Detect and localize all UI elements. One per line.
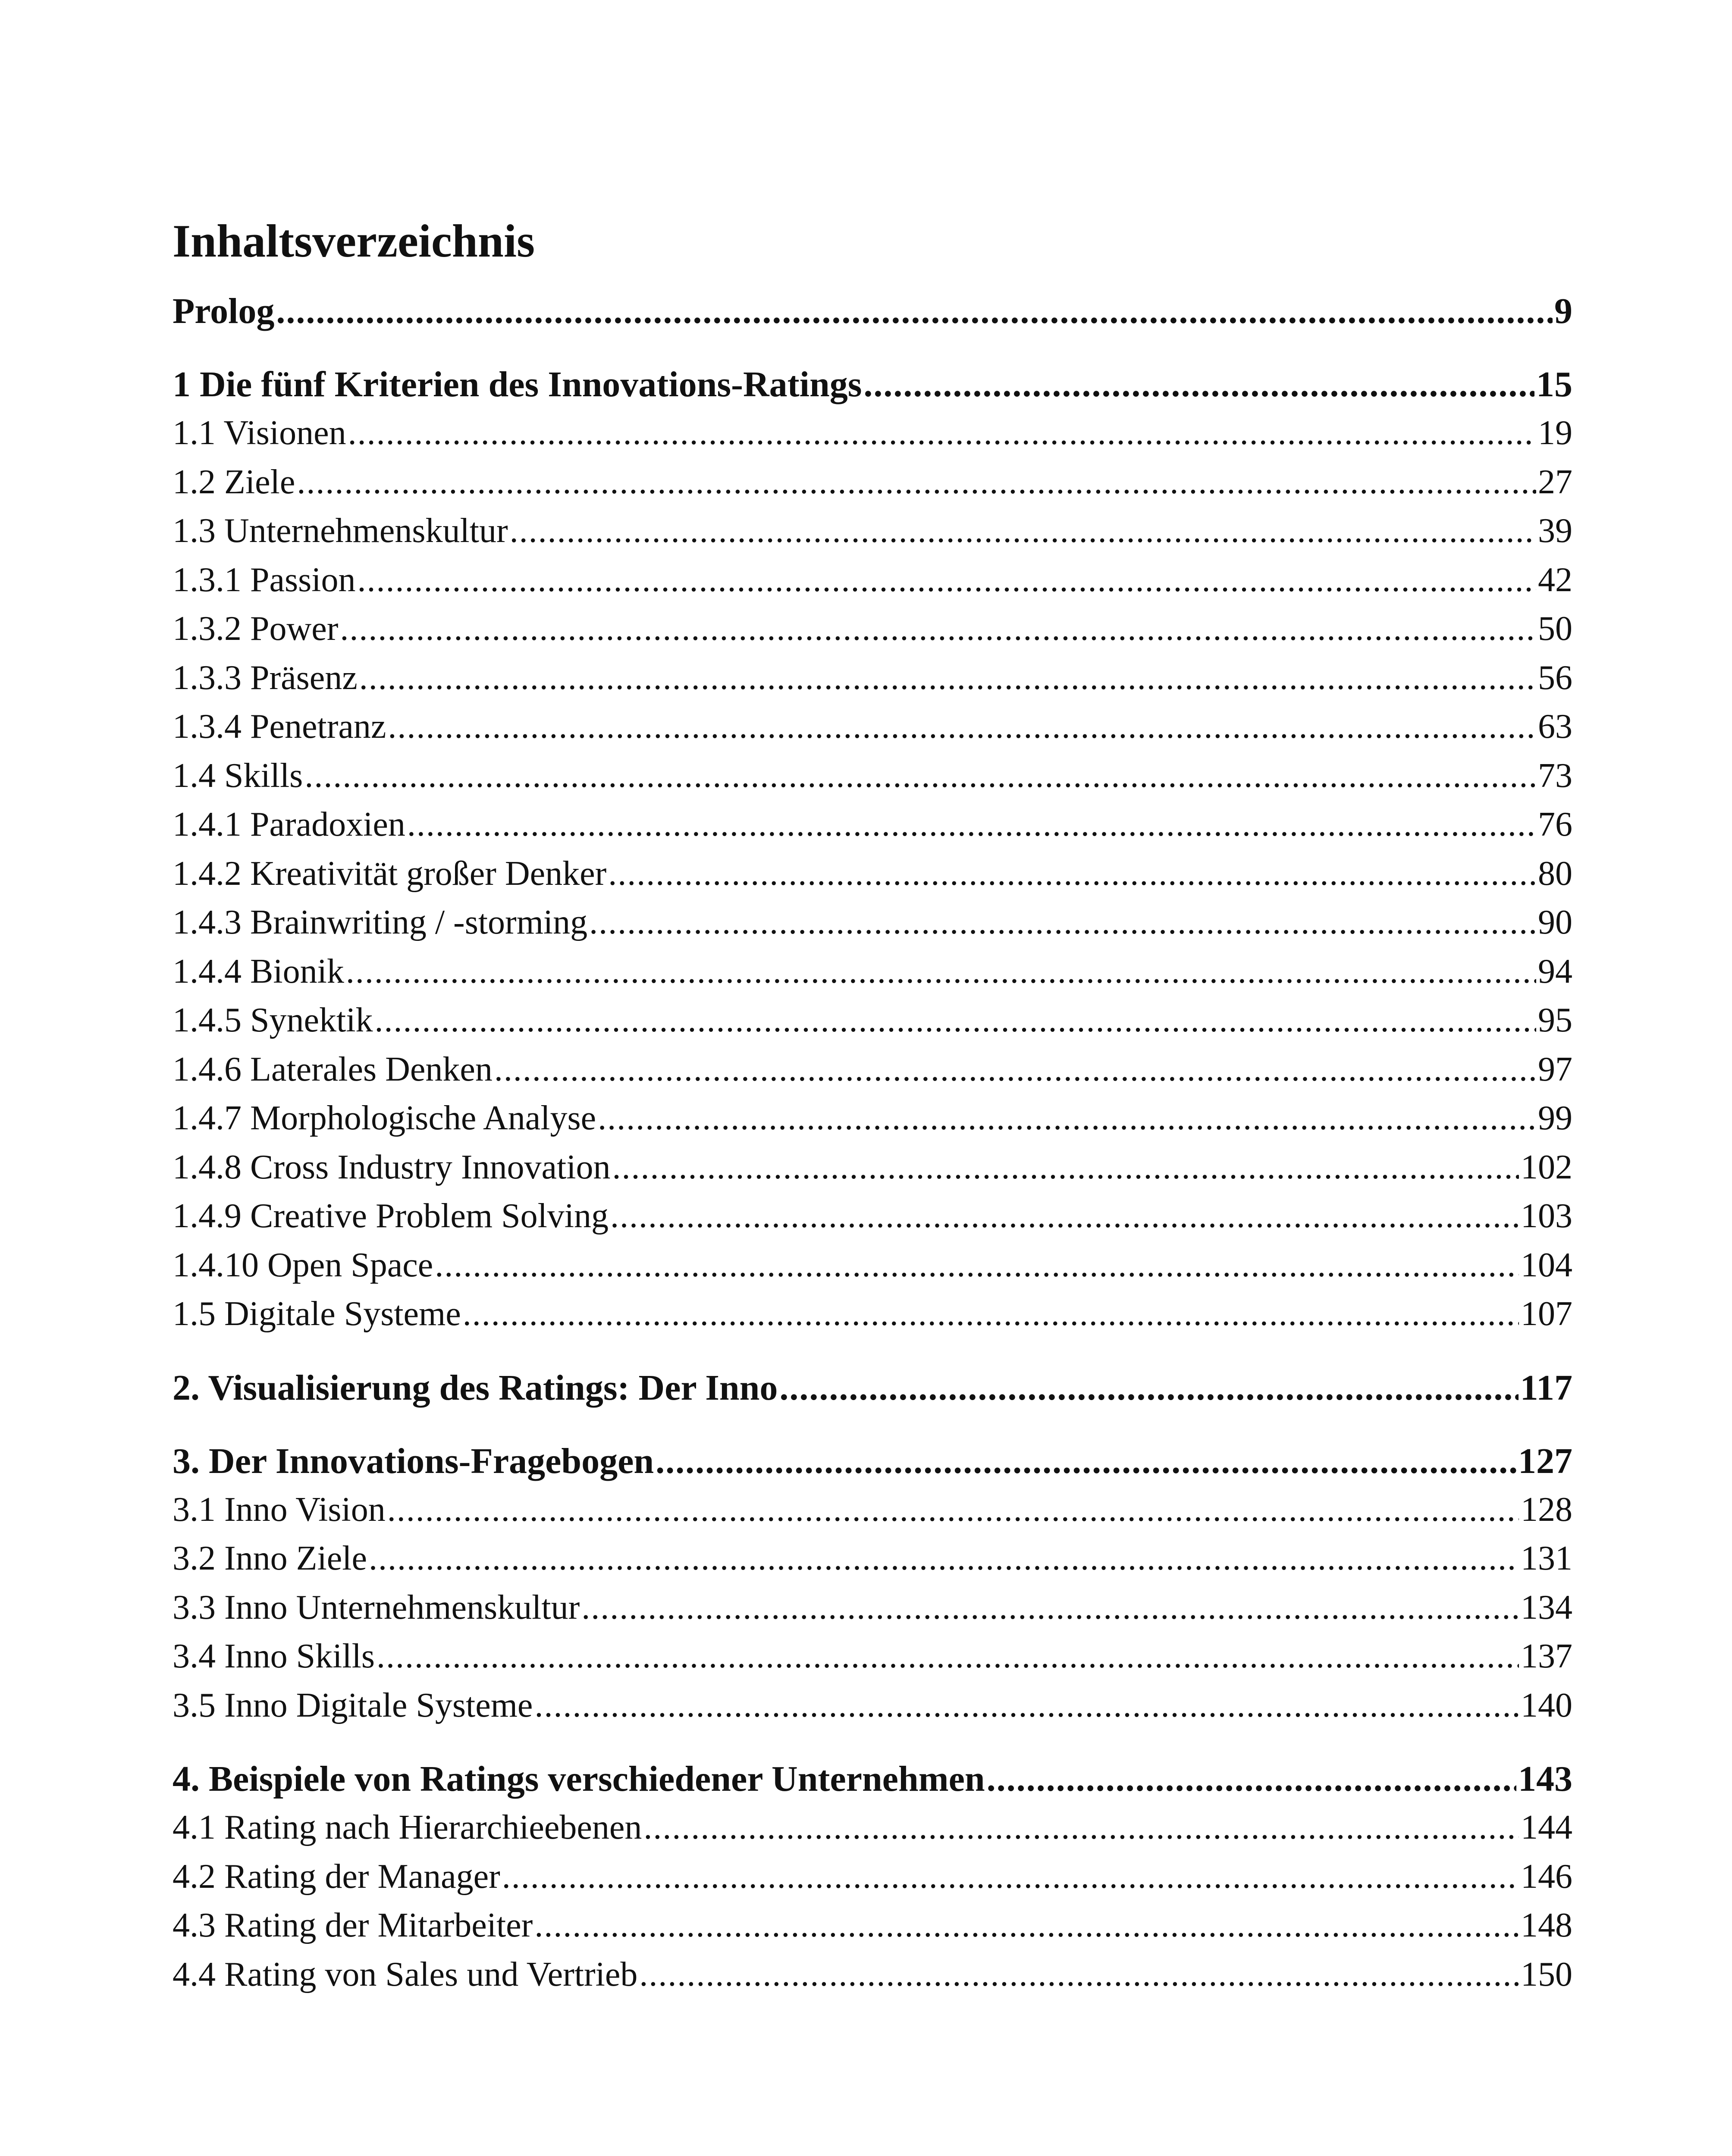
dot-leader: [643, 1803, 1519, 1852]
toc-entry-label: 4.1 Rating nach Hierarchieebenen: [173, 1808, 642, 1846]
toc-entry-page-number: 99: [1538, 1099, 1572, 1137]
toc-entry-page-number: 15: [1536, 364, 1572, 404]
toc-entry[interactable]: [173, 1632, 1572, 1681]
dot-leader: [608, 849, 1536, 899]
toc-entry[interactable]: [173, 1437, 1572, 1485]
dot-leader: [656, 1437, 1516, 1485]
dot-leader: [374, 996, 1536, 1045]
toc-entry-label: Prolog: [173, 291, 275, 331]
toc-entry[interactable]: [173, 1950, 1572, 1999]
toc-entry-page-number: 102: [1521, 1148, 1572, 1186]
toc-entry-label: 4.4 Rating von Sales und Vertrieb: [173, 1955, 638, 1993]
toc-entry[interactable]: [173, 556, 1572, 605]
toc-entry-page-number: 39: [1538, 512, 1572, 550]
toc-entry[interactable]: [173, 1803, 1572, 1852]
dot-leader: [598, 1094, 1536, 1143]
toc-entry[interactable]: [173, 702, 1572, 752]
toc-entry-page-number: 97: [1538, 1050, 1572, 1088]
toc-entry-label: 3. Der Innovations-Fragebogen: [173, 1441, 654, 1481]
toc-entry-label: 1 Die fünf Kriterien des Innovations-Ratings: [173, 364, 862, 404]
toc-list: [173, 287, 1572, 1999]
toc-entry-page-number: 127: [1518, 1441, 1572, 1481]
toc-entry-page-number: 128: [1521, 1490, 1572, 1529]
dot-leader: [435, 1241, 1519, 1290]
toc-entry-page-number: 73: [1538, 756, 1572, 795]
toc-entry-page-number: 144: [1521, 1808, 1572, 1846]
dot-leader: [534, 1681, 1519, 1730]
toc-entry-page-number: 148: [1521, 1906, 1572, 1944]
dot-leader: [358, 556, 1537, 605]
toc-entry[interactable]: [173, 752, 1572, 801]
toc-entry-label: 4. Beispiele von Ratings verschiedener Unternehmen: [173, 1759, 985, 1799]
toc-entry-label: 1.3 Unternehmenskultur: [173, 512, 508, 550]
toc-entry[interactable]: [173, 1852, 1572, 1902]
toc-entry-label: 2. Visualisierung des Ratings: Der Inno: [173, 1367, 778, 1408]
dot-leader: [639, 1950, 1519, 1999]
toc-entry[interactable]: [173, 287, 1572, 335]
toc-entry-page-number: 56: [1538, 658, 1572, 697]
toc-entry[interactable]: [173, 1143, 1572, 1192]
dot-leader: [463, 1290, 1519, 1339]
dot-leader: [407, 800, 1536, 849]
toc-entry-label: 1.1 Visionen: [173, 414, 346, 452]
toc-entry-label: 1.4.4 Bionik: [173, 952, 344, 990]
toc-entry[interactable]: [173, 360, 1572, 409]
toc-entry[interactable]: [173, 1485, 1572, 1535]
toc-entry[interactable]: [173, 507, 1572, 556]
toc-entry[interactable]: [173, 409, 1572, 458]
toc-entry-label: 1.4.1 Paradoxien: [173, 805, 405, 843]
toc-entry[interactable]: [173, 1192, 1572, 1241]
toc-entry[interactable]: [173, 1364, 1572, 1412]
dot-leader: [494, 1045, 1536, 1094]
toc-entry[interactable]: [173, 947, 1572, 997]
dot-leader: [610, 1192, 1519, 1241]
dot-leader: [304, 752, 1536, 801]
toc-entry-page-number: 9: [1554, 291, 1572, 331]
toc-entry[interactable]: [173, 458, 1572, 507]
toc-entry[interactable]: [173, 1094, 1572, 1143]
toc-entry[interactable]: [173, 1241, 1572, 1290]
toc-entry-page-number: 146: [1521, 1857, 1572, 1896]
toc-entry[interactable]: [173, 1583, 1572, 1633]
toc-entry-label: 1.3.4 Penetranz: [173, 708, 386, 746]
dot-leader: [276, 287, 1553, 335]
dot-leader: [612, 1143, 1519, 1192]
dot-leader: [359, 654, 1536, 703]
dot-leader: [346, 947, 1536, 997]
dot-leader: [340, 605, 1536, 654]
toc-entry-label: 1.2 Ziele: [173, 463, 295, 501]
dot-leader: [377, 1632, 1519, 1681]
toc-entry-label: 1.3.3 Präsenz: [173, 658, 358, 697]
dot-leader: [589, 898, 1536, 947]
toc-entry-page-number: 103: [1521, 1197, 1572, 1235]
dot-leader: [510, 507, 1536, 556]
toc-entry-page-number: 150: [1521, 1955, 1572, 1993]
toc-entry[interactable]: [173, 1045, 1572, 1094]
toc-entry-page-number: 50: [1538, 610, 1572, 648]
toc-entry-label: 1.4.9 Creative Problem Solving: [173, 1197, 609, 1235]
toc-entry-label: 4.3 Rating der Mitarbeiter: [173, 1906, 533, 1944]
dot-leader: [387, 1485, 1519, 1535]
toc-entry-page-number: 134: [1521, 1588, 1572, 1626]
toc-entry-page-number: 80: [1538, 854, 1572, 893]
toc-entry[interactable]: [173, 849, 1572, 899]
toc-entry-page-number: 42: [1538, 561, 1572, 599]
toc-entry-label: 1.4.5 Synektik: [173, 1001, 373, 1039]
toc-entry-label: 1.4.8 Cross Industry Innovation: [173, 1148, 611, 1186]
toc-entry[interactable]: [173, 605, 1572, 654]
dot-leader: [388, 702, 1536, 752]
toc-entry-page-number: 76: [1538, 805, 1572, 843]
toc-entry-label: 1.4 Skills: [173, 756, 303, 795]
toc-entry-label: 1.4.7 Morphologische Analyse: [173, 1099, 596, 1137]
toc-entry-label: 3.1 Inno Vision: [173, 1490, 386, 1529]
dot-leader: [987, 1755, 1516, 1803]
toc-entry[interactable]: [173, 996, 1572, 1045]
dot-leader: [581, 1583, 1519, 1633]
toc-entry-label: 1.4.3 Brainwriting / -storming: [173, 903, 588, 941]
toc-title: Inhaltsverzeichnis: [173, 216, 535, 267]
toc-entry-page-number: 94: [1538, 952, 1572, 990]
toc-entry-label: 3.3 Inno Unternehmenskultur: [173, 1588, 580, 1626]
toc-entry-label: 3.2 Inno Ziele: [173, 1539, 367, 1577]
toc-entry-label: 3.4 Inno Skills: [173, 1637, 375, 1675]
toc-entry-page-number: 143: [1518, 1759, 1572, 1799]
toc-entry[interactable]: [173, 898, 1572, 947]
dot-leader: [348, 409, 1536, 458]
toc-entry[interactable]: [173, 1534, 1572, 1583]
toc-entry-label: 1.4.10 Open Space: [173, 1246, 433, 1284]
toc-entry[interactable]: [173, 1901, 1572, 1950]
toc-entry[interactable]: [173, 1755, 1572, 1803]
toc-entry-page-number: 63: [1538, 708, 1572, 746]
toc-entry[interactable]: [173, 1290, 1572, 1339]
toc-entry-page-number: 104: [1521, 1246, 1572, 1284]
toc-entry-label: 1.4.2 Kreativität großer Denker: [173, 854, 607, 893]
toc-entry[interactable]: [173, 1681, 1572, 1730]
toc-entry-page-number: 137: [1521, 1637, 1572, 1675]
toc-entry[interactable]: [173, 800, 1572, 849]
toc-entry-page-number: 19: [1538, 414, 1572, 452]
toc-entry-label: 1.3.2 Power: [173, 610, 339, 648]
dot-leader: [534, 1901, 1519, 1950]
dot-leader: [502, 1852, 1519, 1902]
toc-entry-page-number: 107: [1521, 1295, 1572, 1333]
toc-entry-page-number: 131: [1521, 1539, 1572, 1577]
toc-entry-label: 3.5 Inno Digitale Systeme: [173, 1686, 533, 1724]
toc-entry-label: 1.5 Digitale Systeme: [173, 1295, 461, 1333]
toc-entry-label: 1.4.6 Laterales Denken: [173, 1050, 493, 1088]
toc-entry-page-number: 117: [1520, 1367, 1572, 1408]
toc-entry-page-number: 140: [1521, 1686, 1572, 1724]
toc-entry-page-number: 27: [1538, 463, 1572, 501]
toc-entry[interactable]: [173, 654, 1572, 703]
dot-leader: [779, 1364, 1518, 1412]
toc-entry-label: 4.2 Rating der Manager: [173, 1857, 500, 1896]
toc-entry-page-number: 95: [1538, 1001, 1572, 1039]
toc-entry-page-number: 90: [1538, 903, 1572, 941]
toc-entry-label: 1.3.1 Passion: [173, 561, 356, 599]
dot-leader: [369, 1534, 1519, 1583]
dot-leader: [297, 458, 1536, 507]
toc-page: [173, 211, 1572, 1999]
dot-leader: [863, 360, 1534, 409]
